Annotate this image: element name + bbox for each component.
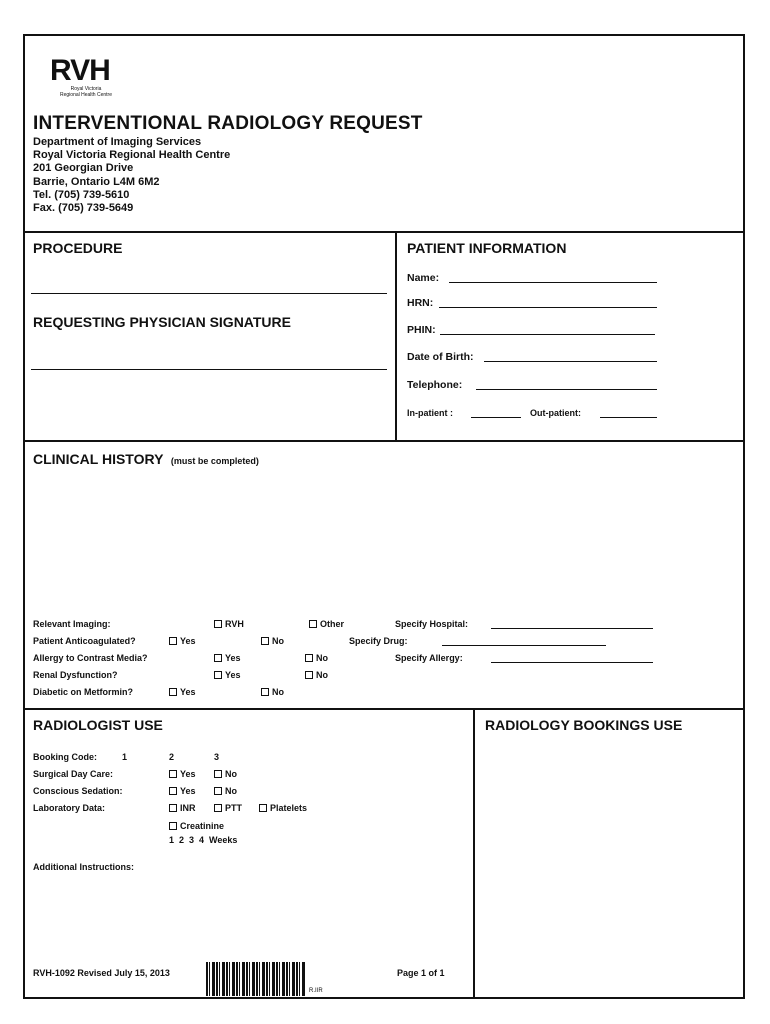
surgical-no[interactable] <box>214 769 237 779</box>
renal-no[interactable] <box>305 670 328 680</box>
signature-field[interactable] <box>31 369 387 370</box>
renal-yes-checkbox[interactable] <box>214 671 222 679</box>
divider-radiologist-bookings <box>473 708 475 999</box>
divider-header <box>23 231 745 233</box>
clinical-history-heading: CLINICAL HISTORY <box>33 451 164 467</box>
anticoagulated-yes-label: Yes <box>180 636 196 646</box>
name-label: Name: <box>407 272 440 284</box>
diabetic-yes-checkbox[interactable] <box>169 688 177 696</box>
booking-code-label: Booking Code: <box>33 752 97 762</box>
diabetic-no-label: No <box>272 687 284 697</box>
rvh-option[interactable] <box>214 619 244 629</box>
page-number: Page 1 of 1 <box>397 968 445 978</box>
barcode <box>206 962 306 996</box>
platelets-checkbox[interactable] <box>259 804 267 812</box>
anticoagulated-no[interactable] <box>261 636 284 646</box>
hrn-field[interactable] <box>439 307 657 308</box>
address-block <box>33 136 230 215</box>
surgical-day-care-label: Surgical Day Care: <box>33 769 114 779</box>
dob-field[interactable] <box>484 361 657 362</box>
clinical-history-heading-row <box>33 451 259 469</box>
diabetic-yes[interactable] <box>169 687 196 697</box>
inr-checkbox[interactable] <box>169 804 177 812</box>
diabetic-label: Diabetic on Metformin? <box>33 687 134 697</box>
hrn-label: HRN: <box>407 297 434 309</box>
sedation-no[interactable] <box>214 786 237 796</box>
booking-code-2[interactable]: 2 <box>169 752 175 762</box>
patient-info-heading: PATIENT INFORMATION <box>407 240 567 256</box>
platelets-label: Platelets <box>270 803 308 813</box>
allergy-no-label: No <box>316 653 328 663</box>
sedation-no-checkbox[interactable] <box>214 787 222 795</box>
address-line: Barrie, Ontario L4M 6M2 <box>33 175 160 188</box>
surgical-no-label: No <box>225 769 237 779</box>
address-line: Department of Imaging Services <box>33 136 202 148</box>
address-line: 201 Georgian Drive <box>33 162 134 175</box>
specify-allergy-field[interactable] <box>491 662 653 663</box>
phin-label: PHIN: <box>407 324 436 336</box>
signature-heading: REQUESTING PHYSICIAN SIGNATURE <box>33 314 291 330</box>
booking-code-3[interactable]: 3 <box>214 752 220 762</box>
address-line: Fax. (705) 739-5649 <box>33 202 134 215</box>
platelets-option[interactable] <box>259 803 307 813</box>
additional-instructions-label: Additional Instructions: <box>33 862 134 872</box>
specify-drug-label: Specify Drug: <box>349 636 408 646</box>
ptt-checkbox[interactable] <box>214 804 222 812</box>
renal-no-label: No <box>316 670 328 680</box>
allergy-label: Allergy to Contrast Media? <box>33 653 148 663</box>
diabetic-no-checkbox[interactable] <box>261 688 269 696</box>
bookings-use-heading: RADIOLOGY BOOKINGS USE <box>485 717 683 733</box>
renal-no-checkbox[interactable] <box>305 671 313 679</box>
laboratory-data-label: Laboratory Data: <box>33 803 106 813</box>
logo-sub-line1: Royal Victoria <box>70 86 102 92</box>
outpatient-field[interactable] <box>600 417 657 418</box>
logo-mark: RVH <box>50 54 110 87</box>
anticoagulated-no-checkbox[interactable] <box>261 637 269 645</box>
inr-label: INR <box>180 803 196 813</box>
logo-sub-line2: Regional Health Centre <box>60 92 112 98</box>
inpatient-label: In-patient : <box>407 408 453 418</box>
sedation-no-label: No <box>225 786 237 796</box>
sedation-yes-label: Yes <box>180 786 196 796</box>
address-line: Tel. (705) 739-5610 <box>33 188 130 201</box>
diabetic-yes-label: Yes <box>180 687 196 697</box>
specify-hospital-field[interactable] <box>491 628 653 629</box>
sedation-yes[interactable] <box>169 786 196 796</box>
rvh-checkbox[interactable] <box>214 620 222 628</box>
allergy-yes-label: Yes <box>225 653 241 663</box>
conscious-sedation-label: Conscious Sedation: <box>33 786 123 796</box>
creatinine-option[interactable] <box>169 821 224 831</box>
radiologist-use-heading: RADIOLOGIST USE <box>33 717 163 733</box>
other-option[interactable] <box>309 619 344 629</box>
specify-hospital-label: Specify Hospital: <box>395 619 469 629</box>
divider-clinical <box>23 440 745 442</box>
anticoagulated-yes[interactable] <box>169 636 196 646</box>
procedure-field[interactable] <box>31 293 387 294</box>
creatinine-label: Creatinine <box>180 821 225 831</box>
outpatient-label: Out-patient: <box>530 408 581 418</box>
rvh-logo <box>50 56 122 98</box>
ptt-option[interactable] <box>214 803 242 813</box>
creatinine-checkbox[interactable] <box>169 822 177 830</box>
anticoagulated-yes-checkbox[interactable] <box>169 637 177 645</box>
telephone-label: Telephone: <box>407 379 463 391</box>
inr-option[interactable] <box>169 803 196 813</box>
renal-yes[interactable] <box>214 670 241 680</box>
divider-radiologist <box>23 708 745 710</box>
barcode-label: R.IIR <box>309 988 323 994</box>
diabetic-no[interactable] <box>261 687 284 697</box>
name-field[interactable] <box>449 282 657 283</box>
page-title: INTERVENTIONAL RADIOLOGY REQUEST <box>33 113 423 134</box>
telephone-field[interactable] <box>476 389 657 390</box>
surgical-yes-checkbox[interactable] <box>169 770 177 778</box>
other-checkbox[interactable] <box>309 620 317 628</box>
booking-code-1[interactable]: 1 <box>122 752 128 762</box>
procedure-heading: PROCEDURE <box>33 240 123 256</box>
form-id: RVH-1092 Revised July 15, 2013 <box>33 968 170 978</box>
anticoagulated-no-label: No <box>272 636 284 646</box>
allergy-yes[interactable] <box>214 653 241 663</box>
allergy-yes-checkbox[interactable] <box>214 654 222 662</box>
address-line: Royal Victoria Regional Health Centre <box>33 149 231 162</box>
renal-yes-label: Yes <box>225 670 241 680</box>
relevant-imaging-label: Relevant Imaging: <box>33 619 111 629</box>
surgical-yes[interactable] <box>169 769 196 779</box>
inpatient-field[interactable] <box>471 417 521 418</box>
ptt-label: PTT <box>225 803 242 813</box>
dob-label: Date of Birth: <box>407 351 474 363</box>
clinical-history-note: (must be completed) <box>170 456 259 466</box>
specify-allergy-label: Specify Allergy: <box>395 653 463 663</box>
divider-procedure-patient <box>395 231 397 440</box>
specify-drug-field[interactable] <box>442 645 606 646</box>
sedation-yes-checkbox[interactable] <box>169 787 177 795</box>
allergy-no[interactable] <box>305 653 328 663</box>
rvh-option-label: RVH <box>225 619 244 629</box>
anticoagulated-label: Patient Anticoagulated? <box>33 636 136 646</box>
phin-field[interactable] <box>440 334 655 335</box>
surgical-yes-label: Yes <box>180 769 196 779</box>
allergy-no-checkbox[interactable] <box>305 654 313 662</box>
renal-label: Renal Dysfunction? <box>33 670 118 680</box>
surgical-no-checkbox[interactable] <box>214 770 222 778</box>
other-option-label: Other <box>320 619 345 629</box>
weeks-options[interactable]: 1 2 3 4 Weeks <box>169 835 238 845</box>
